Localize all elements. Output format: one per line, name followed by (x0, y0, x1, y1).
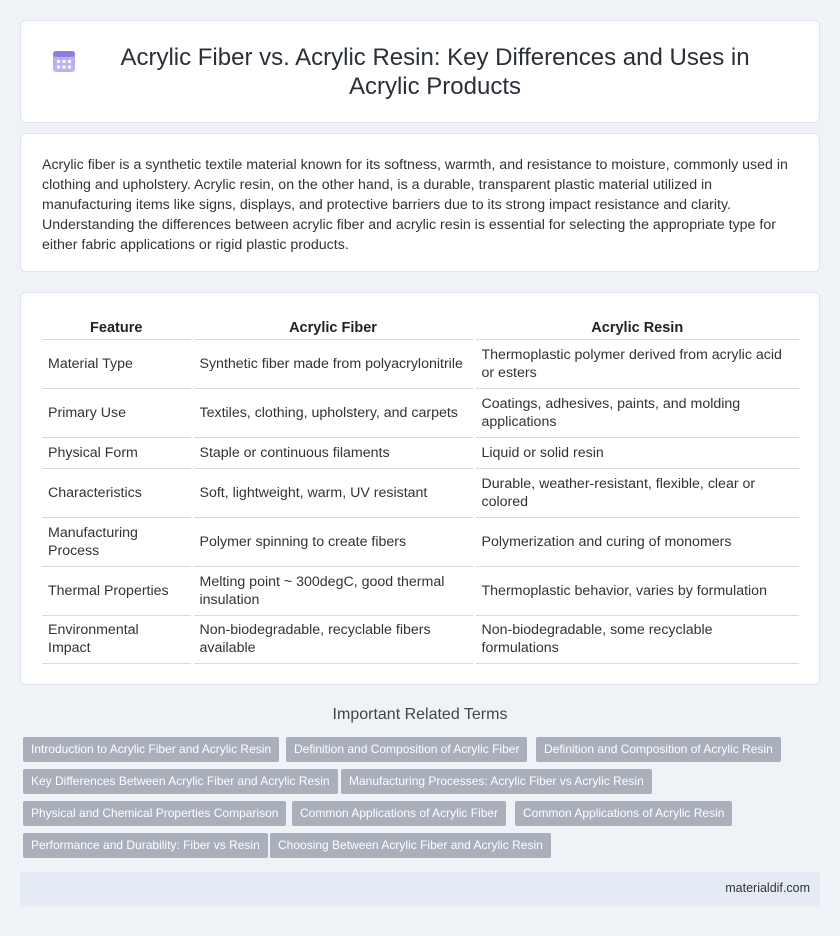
table-cell-fiber: Non-biodegradable, recyclable fibers available (192, 615, 474, 663)
related-term-tag[interactable]: Introduction to Acrylic Fiber and Acrylic Resin (23, 737, 279, 762)
table-cell-feature: Characteristics (42, 468, 192, 517)
related-term-tag[interactable]: Common Applications of Acrylic Fiber (292, 801, 506, 826)
related-terms-heading: Important Related Terms (332, 706, 508, 723)
table-cell-feature: Thermal Properties (42, 566, 192, 615)
table-cell-resin: Non-biodegradable, some recyclable formulations (474, 615, 799, 663)
related-term-tag[interactable]: Key Differences Between Acrylic Fiber and Acrylic Resin (23, 769, 338, 794)
header-acrylic-resin: Acrylic Resin (474, 318, 799, 339)
table-row (42, 339, 799, 388)
table-cell-resin: Liquid or solid resin (474, 437, 799, 468)
table-cell-resin: Durable, weather-resistant, flexible, clear or colored (474, 468, 799, 517)
table-cell-resin: Coatings, adhesives, paints, and molding applications (474, 388, 799, 437)
related-term-tag[interactable]: Performance and Durability: Fiber vs Resin (23, 833, 268, 858)
table-header-row (42, 318, 799, 339)
intro-paragraph: Acrylic fiber is a synthetic textile material known for its softness, warmth, and resistance to moisture, commonly used in clothing and upholstery. Acrylic resin, on the other hand, is a durable, transparent plastic material utilized in manufacturing items like signs, displays, and protective barriers due to its strong impact resistance and clarity. Understanding the differences between acrylic fiber and acrylic resin is essential for selecting the appropriate type for either fabric applications or rigid plastic products. (42, 157, 788, 253)
related-term-tag[interactable]: Physical and Chemical Properties Comparison (23, 801, 286, 826)
page-title: Acrylic Fiber vs. Acrylic Resin: Key Differences and Uses in Acrylic Products (120, 43, 750, 100)
table-cell-feature: Physical Form (42, 437, 192, 468)
table-cell-feature: Environmental Impact (42, 615, 192, 663)
related-term-tag[interactable]: Definition and Composition of Acrylic Resin (536, 737, 781, 762)
table-row (42, 615, 799, 663)
header-feature: Feature (42, 318, 192, 339)
table-row (42, 468, 799, 517)
table-cell-fiber: Staple or continuous filaments (192, 437, 474, 468)
intro-card (20, 133, 820, 272)
table-cell-feature: Primary Use (42, 388, 192, 437)
footer-bar (20, 872, 820, 906)
related-term-tag[interactable]: Manufacturing Processes: Acrylic Fiber vs Acrylic Resin (341, 769, 652, 794)
table-row (42, 566, 799, 615)
header-acrylic-fiber: Acrylic Fiber (192, 318, 474, 339)
table-cell-resin: Thermoplastic polymer derived from acrylic acid or esters (474, 339, 799, 388)
table-row (42, 388, 799, 437)
related-term-tag[interactable]: Choosing Between Acrylic Fiber and Acrylic Resin (270, 833, 551, 858)
table-cell-feature: Material Type (42, 339, 192, 388)
table-cell-fiber: Textiles, clothing, upholstery, and carpets (192, 388, 474, 437)
comparison-table (42, 318, 799, 664)
table-row (42, 437, 799, 468)
table-cell-resin: Polymerization and curing of monomers (474, 517, 799, 566)
table-cell-fiber: Soft, lightweight, warm, UV resistant (192, 468, 474, 517)
table-cell-feature: Manufacturing Process (42, 517, 192, 566)
table-cell-resin: Thermoplastic behavior, varies by formulation (474, 566, 799, 615)
related-term-tag[interactable]: Definition and Composition of Acrylic Fiber (286, 737, 527, 762)
table-row (42, 517, 799, 566)
footer-site-link[interactable]: materialdif.com (725, 881, 810, 895)
comparison-card (20, 292, 820, 685)
table-cell-fiber: Polymer spinning to create fibers (192, 517, 474, 566)
related-term-tag[interactable]: Common Applications of Acrylic Resin (515, 801, 732, 826)
header-card (20, 20, 820, 123)
table-cell-fiber: Melting point ~ 300degC, good thermal insulation (192, 566, 474, 615)
table-cell-fiber: Synthetic fiber made from polyacrylonitrile (192, 339, 474, 388)
